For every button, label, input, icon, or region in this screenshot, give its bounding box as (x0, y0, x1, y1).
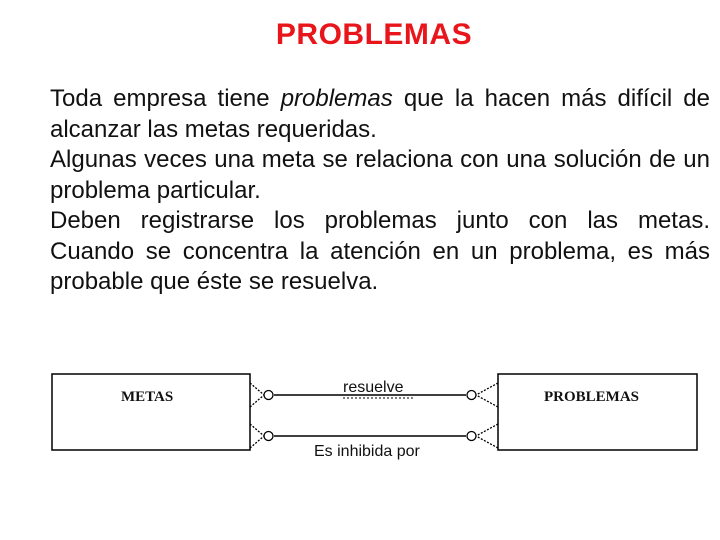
entity-metas-label: METAS (121, 389, 174, 405)
slide-title: PROBLEMAS (275, 18, 473, 51)
entity-metas-box (52, 374, 250, 450)
entity-problemas-label: PROBLEMAS (544, 389, 640, 405)
relationship-label-inhibida: Es inhibida por (314, 443, 420, 460)
crows-foot-right-bottom (467, 424, 498, 448)
paragraph-1-text-a: Toda empresa tiene (50, 85, 281, 112)
crows-foot-right-top (467, 383, 498, 407)
paragraph-3: Deben registrarse los problemas junto con las metas. (50, 207, 710, 234)
entity-problemas-box (498, 374, 697, 450)
relationship-label-resuelve: resuelve (343, 379, 404, 396)
crows-foot-left-top (250, 383, 273, 407)
paragraph-4: Cuando se concentra la atención en un problema, es más probable que éste se resuelva. (50, 237, 710, 295)
crows-foot-left-bottom (250, 424, 273, 448)
paragraph-2: Algunas veces una meta se relaciona con una solución de un problema particular. (50, 146, 710, 204)
paragraph-1-text-b: que la hacen más difícil de alcanzar las metas requeridas. (50, 85, 711, 143)
paragraph-1-italic: problemas (280, 85, 393, 112)
